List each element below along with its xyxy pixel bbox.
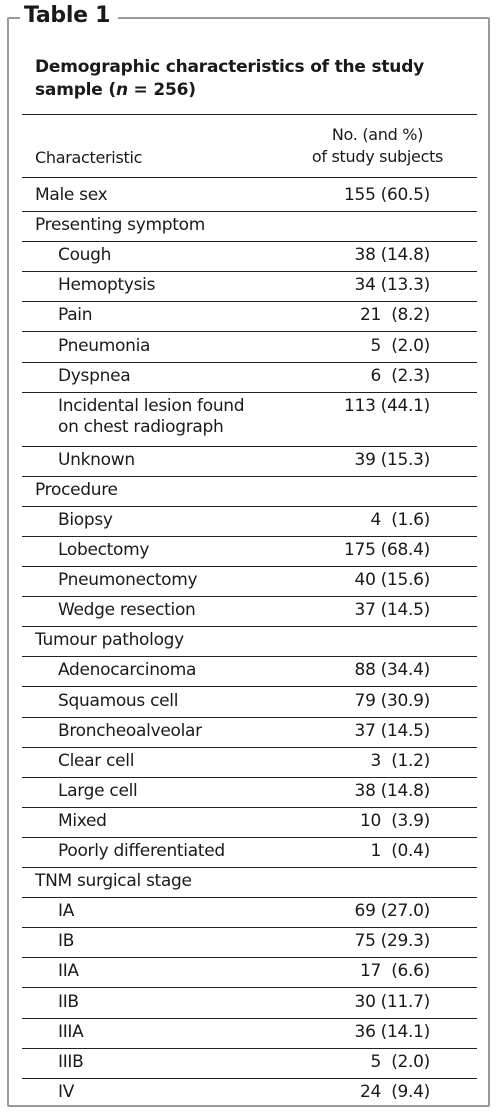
header-top-rule bbox=[22, 114, 477, 115]
row-label: Pneumonectomy bbox=[58, 570, 198, 591]
row-value: 38 (14.8) bbox=[354, 245, 430, 266]
header-bottom-rule bbox=[22, 177, 477, 178]
row-label: IIIB bbox=[58, 1051, 84, 1072]
table-row bbox=[0, 272, 500, 302]
row-value: 5 (2.0) bbox=[370, 1051, 430, 1072]
table-row bbox=[0, 477, 500, 507]
row-label: Cough bbox=[58, 245, 112, 266]
row-label: TNM surgical stage bbox=[35, 871, 192, 892]
row-label: IIB bbox=[58, 991, 79, 1012]
column-header-characteristic: Characteristic bbox=[35, 148, 143, 167]
row-value: 1 (0.4) bbox=[370, 841, 430, 861]
row-label: Broncheoalveolar bbox=[58, 720, 202, 741]
caption-title: Demographic characteristics of the study sample bbox=[35, 57, 425, 100]
row-label: Poorly differentiated bbox=[58, 841, 225, 861]
row-value: 30 (11.7) bbox=[354, 991, 430, 1012]
row-label: Squamous cell bbox=[58, 690, 179, 711]
row-value: 3 (1.2) bbox=[370, 750, 430, 771]
row-label: Procedure bbox=[35, 479, 118, 500]
column-header-count-line1: No. (and %) bbox=[331, 125, 424, 144]
table-row bbox=[0, 1019, 500, 1049]
table-row bbox=[0, 597, 500, 627]
table-row bbox=[0, 928, 500, 958]
table-row bbox=[0, 447, 500, 477]
table-row bbox=[0, 1079, 500, 1109]
row-value: 6 (2.3) bbox=[370, 365, 430, 386]
row-label: Pain bbox=[58, 305, 93, 326]
row-label: Dyspnea bbox=[58, 365, 131, 386]
row-label: Male sex bbox=[35, 185, 108, 205]
row-value: 17 (6.6) bbox=[359, 961, 430, 982]
table-row bbox=[0, 1049, 500, 1079]
table-row bbox=[0, 242, 500, 272]
table-row bbox=[0, 688, 500, 718]
table-row bbox=[0, 537, 500, 567]
table-row bbox=[0, 868, 500, 898]
table-row bbox=[0, 958, 500, 988]
row-label: Incidental lesion found on chest radiograph bbox=[58, 395, 245, 437]
row-value: 79 (30.9) bbox=[354, 690, 430, 711]
row-value: 21 (8.2) bbox=[359, 305, 430, 326]
row-value: 10 (3.9) bbox=[359, 810, 430, 831]
row-label: Mixed bbox=[58, 810, 107, 831]
row-value: 37 (14.5) bbox=[354, 600, 430, 621]
row-label: IB bbox=[58, 931, 75, 952]
row-label: Tumour pathology bbox=[35, 630, 184, 651]
row-value: 5 (2.0) bbox=[370, 335, 430, 356]
table-number: Table 1 bbox=[20, 2, 118, 30]
row-value: 36 (14.1) bbox=[354, 1021, 430, 1042]
row-value: 4 (1.6) bbox=[370, 509, 430, 530]
table-row bbox=[0, 718, 500, 748]
table-row bbox=[0, 657, 500, 687]
caption-n-symbol: n bbox=[115, 80, 128, 100]
table-row bbox=[0, 627, 500, 657]
table-row bbox=[0, 989, 500, 1019]
table-row bbox=[0, 898, 500, 928]
table-row bbox=[0, 182, 500, 212]
table-row bbox=[0, 838, 500, 868]
row-label: Hemoptysis bbox=[58, 275, 156, 296]
row-label: Clear cell bbox=[58, 750, 135, 771]
row-label: Unknown bbox=[58, 449, 135, 470]
row-value: 24 (9.4) bbox=[359, 1081, 430, 1102]
row-label: Large cell bbox=[58, 780, 138, 801]
row-label: Lobectomy bbox=[58, 540, 150, 560]
row-label: Biopsy bbox=[58, 509, 113, 530]
row-value: 113 (44.1) bbox=[344, 395, 430, 416]
row-label: IIA bbox=[58, 961, 79, 982]
table-caption bbox=[35, 56, 475, 102]
row-label: Adenocarcinoma bbox=[58, 660, 197, 681]
row-label: IV bbox=[58, 1081, 75, 1102]
column-header-count bbox=[290, 124, 465, 168]
table-row bbox=[0, 363, 500, 393]
row-value: 69 (27.0) bbox=[354, 901, 430, 922]
row-label: Wedge resection bbox=[58, 600, 196, 621]
row-value: 155 (60.5) bbox=[344, 185, 430, 205]
table-row bbox=[0, 302, 500, 332]
column-header-count-line2: of study subjects bbox=[311, 147, 444, 166]
table-row bbox=[0, 212, 500, 242]
row-label: IIIA bbox=[58, 1021, 84, 1042]
row-value: 40 (15.6) bbox=[354, 570, 430, 591]
table-row bbox=[0, 748, 500, 778]
caption-open-paren: ( bbox=[102, 80, 116, 100]
table-row bbox=[0, 507, 500, 537]
row-value: 75 (29.3) bbox=[354, 931, 430, 952]
row-value: 175 (68.4) bbox=[344, 540, 430, 560]
row-value: 37 (14.5) bbox=[354, 720, 430, 741]
table-row bbox=[0, 567, 500, 597]
row-label: Presenting symptom bbox=[35, 215, 205, 236]
table-row bbox=[0, 333, 500, 363]
table-row bbox=[0, 808, 500, 838]
table-row bbox=[0, 778, 500, 808]
row-value: 34 (13.3) bbox=[354, 275, 430, 296]
row-label: IA bbox=[58, 901, 75, 922]
row-value: 88 (34.4) bbox=[354, 660, 430, 681]
table-row bbox=[0, 393, 500, 447]
caption-n-value: = 256) bbox=[127, 80, 196, 100]
row-value: 39 (15.3) bbox=[354, 449, 430, 470]
row-label: Pneumonia bbox=[58, 335, 151, 356]
row-value: 38 (14.8) bbox=[354, 780, 430, 801]
